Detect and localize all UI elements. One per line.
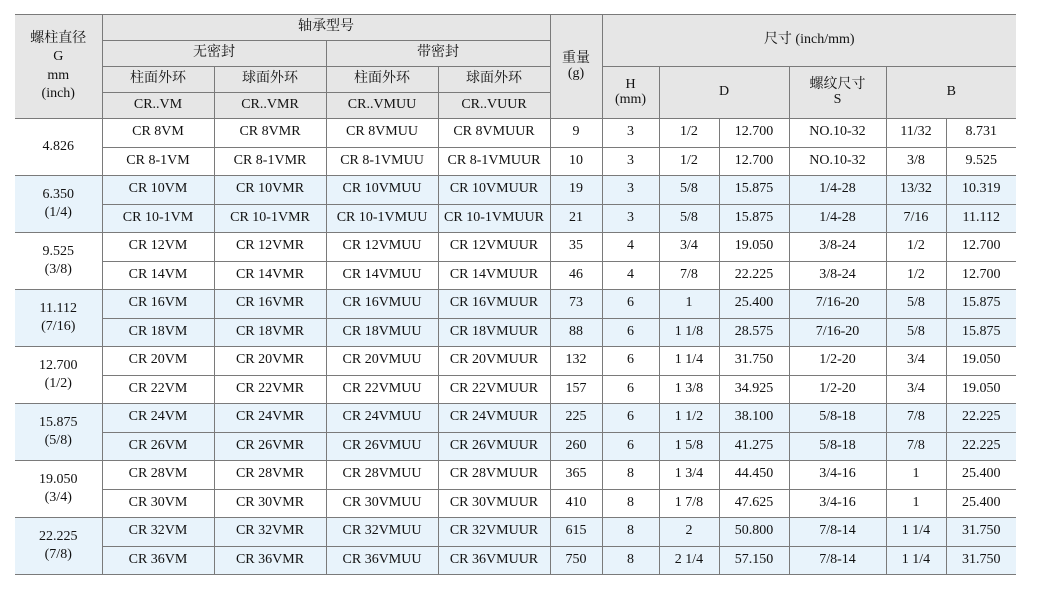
d-mm-cell: 12.700 (719, 119, 789, 148)
diameter-mm: 6.350 (42, 186, 74, 202)
model-sph-cell: CR 16VMR (214, 290, 326, 319)
model-sph-sealed-cell: CR 16VMUUR (438, 290, 550, 319)
thread-size-cell: 1/4-28 (789, 176, 886, 205)
h-cell: 8 (602, 546, 659, 575)
model-sph-cell: CR 24VMR (214, 404, 326, 433)
thread-size-cell: 3/8-24 (789, 233, 886, 262)
model-cyl-sealed-cell: CR 8VMUU (326, 119, 438, 148)
bearing-spec-table (15, 14, 1016, 575)
thread-size-cell: 7/16-20 (789, 318, 886, 347)
weight-cell: 10 (550, 147, 602, 176)
model-cyl-cell: CR 30VM (102, 489, 214, 518)
model-cyl-cell: CR 20VM (102, 347, 214, 376)
model-sph-sealed-cell: CR 18VMUUR (438, 318, 550, 347)
d-mm-cell: 47.625 (719, 489, 789, 518)
d-inch-cell: 1 7/8 (659, 489, 719, 518)
d-inch-cell: 1 1/8 (659, 318, 719, 347)
diameter-cell (15, 119, 102, 176)
b-mm-cell: 22.225 (946, 432, 1016, 461)
model-sph-sealed-cell: CR 8-1VMUUR (438, 147, 550, 176)
weight-cell: 73 (550, 290, 602, 319)
h-cell: 6 (602, 375, 659, 404)
model-sph-cell: CR 22VMR (214, 375, 326, 404)
d-inch-cell: 2 (659, 518, 719, 547)
table-row (15, 518, 1016, 547)
weight-cell: 9 (550, 119, 602, 148)
thread-size-cell: NO.10-32 (789, 119, 886, 148)
d-inch-cell: 2 1/4 (659, 546, 719, 575)
d-mm-cell: 25.400 (719, 290, 789, 319)
weight-cell: 615 (550, 518, 602, 547)
diameter-cell (15, 461, 102, 518)
model-sph-cell: CR 30VMR (214, 489, 326, 518)
b-mm-cell: 25.400 (946, 489, 1016, 518)
model-sph-sealed-cell: CR 8VMUUR (438, 119, 550, 148)
header-s-line2: S (833, 91, 842, 107)
b-mm-cell: 9.525 (946, 147, 1016, 176)
b-mm-cell: 12.700 (946, 233, 1016, 262)
d-inch-cell: 5/8 (659, 176, 719, 205)
model-sph-cell: CR 8-1VMR (214, 147, 326, 176)
b-inch-cell: 5/8 (886, 318, 946, 347)
header-s-line1: 螺纹尺寸 (809, 76, 866, 92)
model-cyl-cell: CR 24VM (102, 404, 214, 433)
table-row (15, 176, 1016, 205)
d-mm-cell: 28.575 (719, 318, 789, 347)
model-cyl-cell: CR 16VM (102, 290, 214, 319)
diameter-mm: 12.700 (39, 357, 78, 373)
weight-cell: 132 (550, 347, 602, 376)
table-row (15, 204, 1016, 233)
thread-size-cell: 7/16-20 (789, 290, 886, 319)
thread-size-cell: 7/8-14 (789, 546, 886, 575)
header-cyl-outer-sealed: 柱面外环 (326, 67, 438, 93)
header-sph-outer: 球面外环 (214, 67, 326, 93)
thread-size-cell: 5/8-18 (789, 404, 886, 433)
diameter-mm: 4.826 (42, 138, 74, 154)
thread-size-cell: 3/4-16 (789, 461, 886, 490)
model-sph-cell: CR 10VMR (214, 176, 326, 205)
b-inch-cell: 3/4 (886, 375, 946, 404)
diameter-mm: 19.050 (39, 471, 78, 487)
b-inch-cell: 7/8 (886, 432, 946, 461)
diameter-mm: 9.525 (42, 243, 74, 259)
b-mm-cell: 19.050 (946, 347, 1016, 376)
diameter-cell (15, 518, 102, 575)
table-row (15, 119, 1016, 148)
d-inch-cell: 1 5/8 (659, 432, 719, 461)
b-mm-cell: 31.750 (946, 546, 1016, 575)
model-sph-cell: CR 20VMR (214, 347, 326, 376)
diameter-inch: (7/8) (44, 547, 72, 562)
model-cyl-sealed-cell: CR 30VMUU (326, 489, 438, 518)
model-sph-sealed-cell: CR 10VMUUR (438, 176, 550, 205)
table-row (15, 404, 1016, 433)
b-mm-cell: 15.875 (946, 290, 1016, 319)
model-cyl-sealed-cell: CR 26VMUU (326, 432, 438, 461)
header-d: D (659, 67, 789, 119)
header-diameter-line4: (inch) (41, 85, 75, 101)
diameter-cell (15, 176, 102, 233)
table-row (15, 489, 1016, 518)
b-inch-cell: 1 (886, 461, 946, 490)
b-inch-cell: 7/16 (886, 204, 946, 233)
h-cell: 8 (602, 489, 659, 518)
b-inch-cell: 11/32 (886, 119, 946, 148)
table-row (15, 233, 1016, 262)
table-row (15, 375, 1016, 404)
header-bearing-model: 轴承型号 (102, 15, 550, 41)
d-mm-cell: 44.450 (719, 461, 789, 490)
model-cyl-sealed-cell: CR 32VMUU (326, 518, 438, 547)
weight-cell: 225 (550, 404, 602, 433)
d-inch-cell: 7/8 (659, 261, 719, 290)
header-s (789, 67, 886, 119)
table-row (15, 347, 1016, 376)
diameter-mm: 11.112 (39, 300, 77, 316)
model-cyl-sealed-cell: CR 10-1VMUU (326, 204, 438, 233)
weight-cell: 21 (550, 204, 602, 233)
weight-cell: 88 (550, 318, 602, 347)
h-cell: 8 (602, 518, 659, 547)
model-cyl-sealed-cell: CR 18VMUU (326, 318, 438, 347)
h-cell: 3 (602, 204, 659, 233)
thread-size-cell: 7/8-14 (789, 518, 886, 547)
header-code-sph: CR..VMR (214, 93, 326, 119)
b-mm-cell: 8.731 (946, 119, 1016, 148)
weight-cell: 157 (550, 375, 602, 404)
model-cyl-cell: CR 36VM (102, 546, 214, 575)
header-weight-line1: 重量 (562, 50, 590, 66)
model-sph-cell: CR 12VMR (214, 233, 326, 262)
h-cell: 3 (602, 147, 659, 176)
diameter-inch: (1/4) (44, 205, 72, 220)
d-mm-cell: 31.750 (719, 347, 789, 376)
thread-size-cell: 5/8-18 (789, 432, 886, 461)
model-cyl-cell: CR 28VM (102, 461, 214, 490)
header-h (602, 67, 659, 119)
model-cyl-cell: CR 12VM (102, 233, 214, 262)
d-inch-cell: 1 3/4 (659, 461, 719, 490)
model-sph-cell: CR 10-1VMR (214, 204, 326, 233)
b-inch-cell: 1/2 (886, 261, 946, 290)
h-cell: 6 (602, 404, 659, 433)
d-mm-cell: 50.800 (719, 518, 789, 547)
spec-table-container (15, 14, 1016, 575)
model-cyl-cell: CR 8VM (102, 119, 214, 148)
model-sph-cell: CR 14VMR (214, 261, 326, 290)
table-row (15, 432, 1016, 461)
model-sph-sealed-cell: CR 28VMUUR (438, 461, 550, 490)
header-unsealed: 无密封 (102, 41, 326, 67)
thread-size-cell: 1/2-20 (789, 347, 886, 376)
h-cell: 4 (602, 233, 659, 262)
diameter-mm: 15.875 (39, 414, 78, 430)
table-header (15, 15, 1016, 119)
d-inch-cell: 1/2 (659, 147, 719, 176)
header-h-line1: H (625, 76, 636, 92)
thread-size-cell: 1/2-20 (789, 375, 886, 404)
model-cyl-cell: CR 26VM (102, 432, 214, 461)
weight-cell: 365 (550, 461, 602, 490)
diameter-cell (15, 233, 102, 290)
b-inch-cell: 5/8 (886, 290, 946, 319)
b-inch-cell: 7/8 (886, 404, 946, 433)
model-sph-sealed-cell: CR 36VMUUR (438, 546, 550, 575)
diameter-inch: (3/4) (44, 490, 72, 505)
d-mm-cell: 12.700 (719, 147, 789, 176)
b-mm-cell: 11.112 (946, 204, 1016, 233)
weight-cell: 260 (550, 432, 602, 461)
table-row (15, 461, 1016, 490)
header-sph-outer-sealed: 球面外环 (438, 67, 550, 93)
header-diameter-line1: 螺柱直径 (30, 31, 87, 47)
h-cell: 4 (602, 261, 659, 290)
table-row (15, 147, 1016, 176)
diameter-mm: 22.225 (39, 528, 78, 544)
weight-cell: 46 (550, 261, 602, 290)
header-code-cyl: CR..VM (102, 93, 214, 119)
model-cyl-sealed-cell: CR 8-1VMUU (326, 147, 438, 176)
header-sealed: 带密封 (326, 41, 550, 67)
model-cyl-sealed-cell: CR 10VMUU (326, 176, 438, 205)
model-sph-sealed-cell: CR 10-1VMUUR (438, 204, 550, 233)
model-cyl-sealed-cell: CR 16VMUU (326, 290, 438, 319)
model-sph-cell: CR 26VMR (214, 432, 326, 461)
header-dimensions: 尺寸 (inch/mm) (602, 15, 1016, 67)
model-sph-cell: CR 8VMR (214, 119, 326, 148)
thread-size-cell: 3/4-16 (789, 489, 886, 518)
model-cyl-sealed-cell: CR 28VMUU (326, 461, 438, 490)
header-diameter-line3: mm (47, 67, 70, 83)
diameter-inch: (5/8) (44, 433, 72, 448)
model-cyl-sealed-cell: CR 22VMUU (326, 375, 438, 404)
header-cyl-outer: 柱面外环 (102, 67, 214, 93)
b-mm-cell: 12.700 (946, 261, 1016, 290)
model-sph-sealed-cell: CR 22VMUUR (438, 375, 550, 404)
h-cell: 6 (602, 290, 659, 319)
d-mm-cell: 34.925 (719, 375, 789, 404)
header-h-line2: (mm) (614, 91, 647, 107)
model-cyl-sealed-cell: CR 14VMUU (326, 261, 438, 290)
h-cell: 6 (602, 432, 659, 461)
model-cyl-sealed-cell: CR 12VMUU (326, 233, 438, 262)
d-inch-cell: 5/8 (659, 204, 719, 233)
header-weight-line2: (g) (567, 65, 585, 81)
weight-cell: 35 (550, 233, 602, 262)
b-inch-cell: 1 1/4 (886, 518, 946, 547)
d-inch-cell: 1 1/2 (659, 404, 719, 433)
model-cyl-cell: CR 18VM (102, 318, 214, 347)
d-mm-cell: 57.150 (719, 546, 789, 575)
diameter-cell (15, 347, 102, 404)
b-mm-cell: 22.225 (946, 404, 1016, 433)
thread-size-cell: 3/8-24 (789, 261, 886, 290)
d-mm-cell: 38.100 (719, 404, 789, 433)
d-inch-cell: 3/4 (659, 233, 719, 262)
model-cyl-cell: CR 14VM (102, 261, 214, 290)
weight-cell: 750 (550, 546, 602, 575)
model-sph-sealed-cell: CR 14VMUUR (438, 261, 550, 290)
header-b: B (886, 67, 1016, 119)
header-diameter-line2: G (53, 49, 64, 65)
b-inch-cell: 3/4 (886, 347, 946, 376)
h-cell: 8 (602, 461, 659, 490)
diameter-cell (15, 404, 102, 461)
model-cyl-cell: CR 10VM (102, 176, 214, 205)
header-diameter (15, 15, 102, 119)
weight-cell: 410 (550, 489, 602, 518)
b-mm-cell: 19.050 (946, 375, 1016, 404)
model-cyl-cell: CR 10-1VM (102, 204, 214, 233)
table-row (15, 546, 1016, 575)
model-sph-sealed-cell: CR 30VMUUR (438, 489, 550, 518)
model-sph-sealed-cell: CR 26VMUUR (438, 432, 550, 461)
model-sph-cell: CR 28VMR (214, 461, 326, 490)
b-inch-cell: 1/2 (886, 233, 946, 262)
model-sph-cell: CR 36VMR (214, 546, 326, 575)
d-inch-cell: 1 1/4 (659, 347, 719, 376)
model-cyl-sealed-cell: CR 24VMUU (326, 404, 438, 433)
b-inch-cell: 13/32 (886, 176, 946, 205)
h-cell: 3 (602, 119, 659, 148)
header-weight (550, 15, 602, 119)
model-sph-sealed-cell: CR 12VMUUR (438, 233, 550, 262)
thread-size-cell: NO.10-32 (789, 147, 886, 176)
weight-cell: 19 (550, 176, 602, 205)
d-mm-cell: 22.225 (719, 261, 789, 290)
diameter-inch: (7/16) (41, 319, 76, 334)
b-inch-cell: 1 (886, 489, 946, 518)
model-cyl-cell: CR 8-1VM (102, 147, 214, 176)
model-cyl-sealed-cell: CR 20VMUU (326, 347, 438, 376)
table-body (15, 119, 1016, 575)
model-sph-sealed-cell: CR 24VMUUR (438, 404, 550, 433)
b-mm-cell: 15.875 (946, 318, 1016, 347)
model-sph-sealed-cell: CR 32VMUUR (438, 518, 550, 547)
h-cell: 3 (602, 176, 659, 205)
diameter-inch: (1/2) (44, 376, 72, 391)
table-row (15, 290, 1016, 319)
h-cell: 6 (602, 347, 659, 376)
table-row (15, 318, 1016, 347)
model-cyl-sealed-cell: CR 36VMUU (326, 546, 438, 575)
b-mm-cell: 25.400 (946, 461, 1016, 490)
model-cyl-cell: CR 22VM (102, 375, 214, 404)
d-inch-cell: 1/2 (659, 119, 719, 148)
thread-size-cell: 1/4-28 (789, 204, 886, 233)
model-cyl-cell: CR 32VM (102, 518, 214, 547)
b-inch-cell: 3/8 (886, 147, 946, 176)
model-sph-sealed-cell: CR 20VMUUR (438, 347, 550, 376)
b-mm-cell: 10.319 (946, 176, 1016, 205)
b-mm-cell: 31.750 (946, 518, 1016, 547)
d-inch-cell: 1 3/8 (659, 375, 719, 404)
header-code-sph-sealed: CR..VUUR (438, 93, 550, 119)
diameter-inch: (3/8) (44, 262, 72, 277)
diameter-cell (15, 290, 102, 347)
b-inch-cell: 1 1/4 (886, 546, 946, 575)
model-sph-cell: CR 18VMR (214, 318, 326, 347)
header-code-cyl-sealed: CR..VMUU (326, 93, 438, 119)
d-mm-cell: 41.275 (719, 432, 789, 461)
d-inch-cell: 1 (659, 290, 719, 319)
d-mm-cell: 19.050 (719, 233, 789, 262)
model-sph-cell: CR 32VMR (214, 518, 326, 547)
d-mm-cell: 15.875 (719, 204, 789, 233)
table-row (15, 261, 1016, 290)
d-mm-cell: 15.875 (719, 176, 789, 205)
h-cell: 6 (602, 318, 659, 347)
